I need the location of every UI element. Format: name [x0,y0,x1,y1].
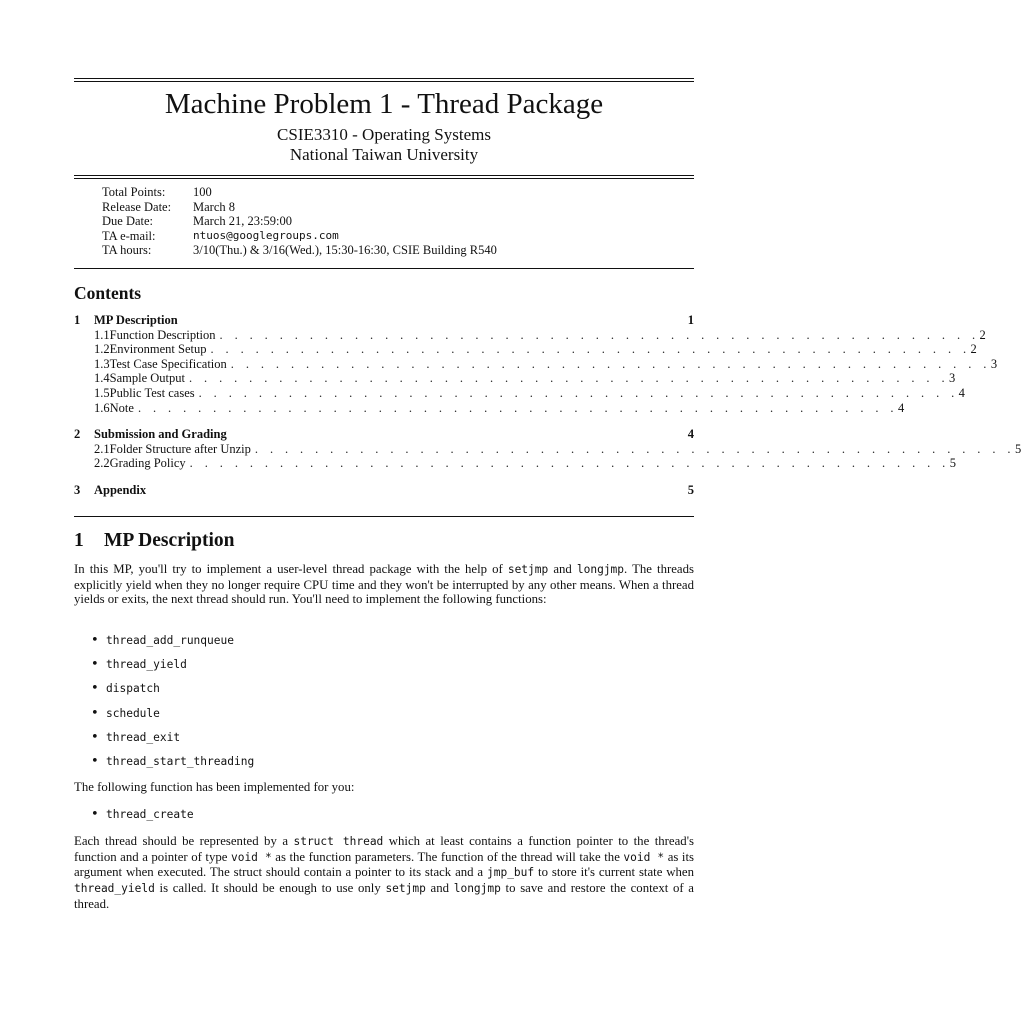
text-run: as its argument when executed. The struct should contain a pointer to its stack and a [74,849,695,880]
code-void-pointer: void * [230,850,272,864]
toc-page-number: 4 [687,427,694,442]
code-setjmp: setjmp [385,882,426,896]
text-run: which at least contains a function pointer to the thread's function and a pointer of type [74,834,694,864]
toc-entry-number: 2.1 [94,441,110,456]
toc-entry-1-2[interactable] [74,342,977,357]
table-of-contents [74,313,1021,498]
toc-leader-dots: . . . . . . . . . . . . . . . . . . . . . . . . . . . . . . . . . . . . . . . . . . . . . . . . . . . [254,441,1015,456]
info-value: 3/10(Thu.) & 3/16(Wed.), 15:30-16:30, CSIE Building R540 [193,243,497,258]
code-setjmp: setjmp [507,563,549,576]
toc-entry-label: Note [109,400,134,415]
toc-page-number: 3 [990,356,998,371]
toc-leader-dots: . . . . . . . . . . . . . . . . . . . . . . . . . . . . . . . . . . . . . . . . . . . . . . . . . . . [189,456,950,471]
course-name: CSIE3310 - Operating Systems [277,125,491,144]
intro-paragraph [74,562,694,607]
toc-entry-2-1[interactable] [74,441,1021,457]
function-list [74,633,694,778]
toc-section-label: MP Description [94,313,178,327]
toc-entry-1-3[interactable] [74,356,998,372]
toc-section-2[interactable] [74,427,694,442]
document-title: Machine Problem 1 - Thread Package [164,88,604,120]
toc-entry-label: Grading Policy [109,456,186,471]
info-row-email [102,229,497,244]
toc-page-number: 2 [970,342,977,357]
section-heading [74,530,235,552]
toc-spacer [74,471,694,483]
code-longjmp: longjmp [453,882,501,896]
info-row-hours [102,243,497,258]
text-run: . The threads explicitly yield when they no longer require CPU time and they won't be interrupted by any other means. When a thread yields or exits, the next thread should run. You'll need to implement the following functions: [74,562,694,607]
text-run: Each thread should be represented by a [74,834,294,848]
contents-rule [74,516,694,517]
toc-spacer [74,415,694,427]
toc-entry-2-2[interactable] [74,456,956,471]
info-value: 100 [193,185,212,199]
header-rule-inner [74,178,694,179]
list-item: • schedule [74,706,694,730]
toc-leader-dots: . . . . . . . . . . . . . . . . . . . . . . . . . . . . . . . . . . . . . . . . . . . . . . . . . . . [219,327,980,342]
toc-entry-label: Environment Setup [109,342,207,357]
toc-page-number: 3 [949,371,956,386]
top-rule-inner [74,81,694,82]
info-value: March 21, 23:59:00 [193,214,292,229]
toc-section-label: Appendix [94,482,147,497]
university-name: National Taiwan University [289,145,479,164]
toc-entry-number: 1.4 [94,371,110,386]
toc-entry-label: Sample Output [109,371,185,386]
contents-heading: Contents [74,283,142,303]
toc-entry-number: 1.6 [94,400,110,415]
info-value: March 8 [193,199,235,214]
list-item: • thread_yield [74,657,694,681]
toc-section-label: Submission and Grading [94,427,227,442]
info-label: TA hours: [102,243,152,258]
list-item: • thread_add_runqueue [74,633,694,657]
list-item: • thread_start_threading [74,754,694,778]
toc-leader-dots: . . . . . . . . . . . . . . . . . . . . . . . . . . . . . . . . . . . . . . . . . . . . . . . . . . . [210,342,971,357]
text-run: to store it's current state when [534,865,694,880]
implemented-list [74,807,694,831]
toc-page-number: 1 [687,313,694,327]
implemented-intro: The following function has been implemented for you: [74,780,355,794]
toc-entry-number: 2.2 [94,456,110,471]
info-label: Total Points: [102,185,166,199]
code-struct-thread: struct thread [293,835,384,848]
info-row-due [102,214,497,229]
text-run: is called. It should be enough to use only [154,881,386,896]
text-run: and [548,562,577,576]
list-item: • thread_create [74,807,694,831]
info-label: Due Date: [102,214,154,229]
toc-entry-label: Test Case Specification [109,356,227,371]
toc-page-number: 5 [949,456,956,471]
toc-entry-1-6[interactable] [74,400,905,416]
toc-entry-1-4[interactable] [74,371,956,386]
text-run: to save and restore the context of a thread. [74,881,694,911]
toc-leader-dots: . . . . . . . . . . . . . . . . . . . . . . . . . . . . . . . . . . . . . . . . . . . . . . . . . . . [137,400,898,415]
code-thread-yield: thread_yield [74,882,155,896]
text-run: In this MP, you'll try to implement a user-level thread package with the help of [74,562,508,576]
toc-leader-dots: . . . . . . . . . . . . . . . . . . . . . . . . . . . . . . . . . . . . . . . . . . . . . . . . . . . [188,371,949,386]
info-label: Release Date: [102,199,172,214]
info-label: TA e-mail: [102,228,156,243]
text-run: and [425,881,454,896]
code-jmp-buf: jmp_buf [486,866,535,880]
thread-description-paragraph [74,834,694,912]
toc-leader-dots: . . . . . . . . . . . . . . . . . . . . . . . . . . . . . . . . . . . . . . . . . . . . . . . . . . . [230,356,991,371]
toc-entry-label: Public Test cases [109,385,195,400]
info-row-release [102,200,497,215]
section-number: 1 [74,530,84,551]
toc-page-number: 4 [897,400,905,415]
toc-entry-1-5[interactable] [74,385,965,401]
toc-section-3[interactable] [74,483,694,498]
toc-page-number: 4 [958,385,965,400]
toc-entry-number: 1.1 [94,327,110,342]
code-void-pointer: void * [623,850,665,864]
toc-entry-number: 1.5 [94,385,110,400]
section-title: MP Description [104,530,235,551]
toc-entry-label: Function Description [109,327,216,342]
top-rule [74,78,694,79]
toc-page-number: 5 [687,482,694,497]
toc-entry-number: 1.2 [94,342,110,357]
text-run: as the function parameters. The function of the thread will take the [271,849,624,864]
toc-section-number: 3 [74,482,81,497]
list-item: • dispatch [74,681,694,705]
toc-entry-1-1[interactable] [74,327,986,343]
toc-entry-number: 1.3 [94,356,110,371]
info-table [102,185,497,258]
toc-section-number: 1 [74,313,81,327]
info-row-points [102,185,497,200]
toc-leader-dots: . . . . . . . . . . . . . . . . . . . . . . . . . . . . . . . . . . . . . . . . . . . . . . . . . . . [198,385,959,400]
toc-section-number: 2 [74,427,81,442]
toc-page-number: 2 [979,327,986,342]
toc-entry-label: Folder Structure after Unzip [109,441,251,456]
toc-page-number: 5 [1014,441,1021,456]
email-link[interactable]: ntuos@googlegroups.com [193,228,339,242]
code-longjmp: longjmp [576,563,625,576]
header-rule [74,175,694,176]
list-item: • thread_exit [74,730,694,754]
toc-section-1[interactable] [74,313,694,328]
meta-rule [74,268,694,269]
